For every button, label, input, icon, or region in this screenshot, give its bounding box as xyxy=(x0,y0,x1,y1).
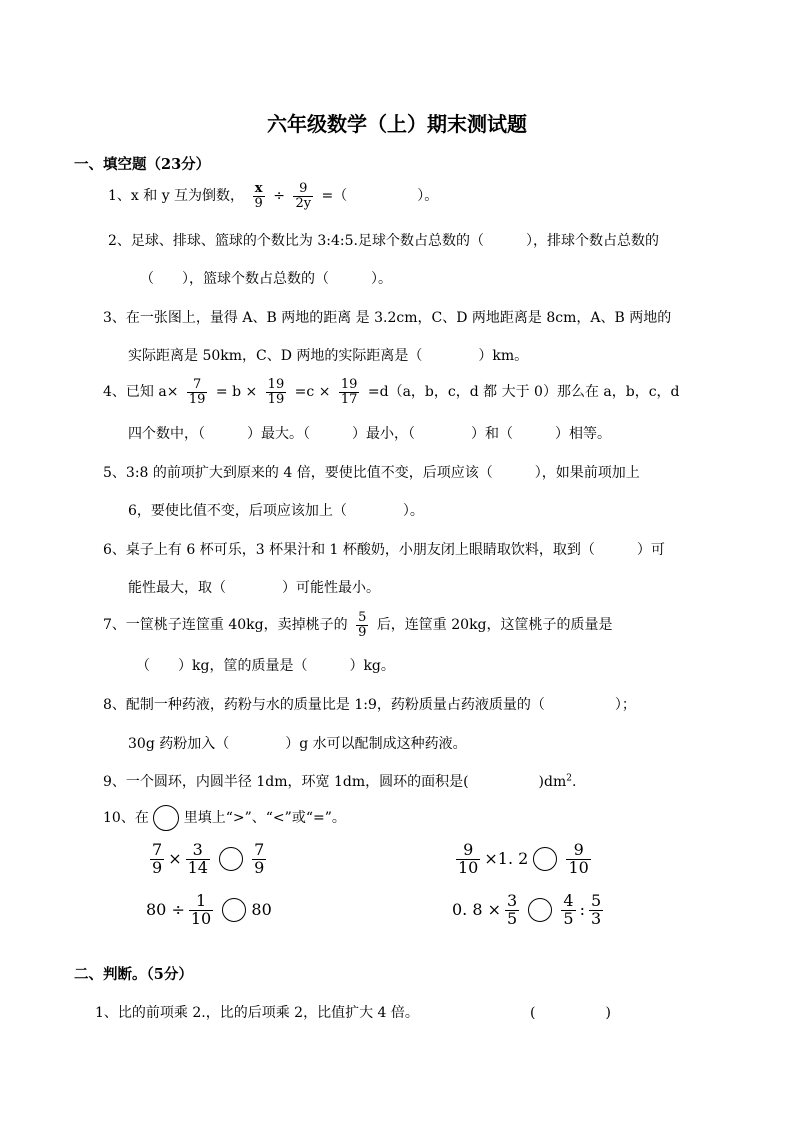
cmp-c-value: 80 xyxy=(251,899,272,919)
q1-divide-sign: ÷ xyxy=(273,188,285,204)
section-judgment-heading: 二、判断。（5分） xyxy=(74,966,193,983)
cmp-b-fraction-2: $\frac{9}{10}$ xyxy=(568,840,589,877)
cmp-d-text: 0. 8 × xyxy=(452,899,502,919)
q10-text-end: 里填上“>”、“<”或“=”。 xyxy=(183,810,346,826)
cmp-a-times: × xyxy=(168,848,182,868)
question-5-line-2: 6，要使比值不变，后项应该加上（ ）。 xyxy=(128,503,424,519)
section-fill-in-heading: 一、填空题（23分） xyxy=(74,156,211,173)
comparison-c xyxy=(146,893,272,928)
comparison-a xyxy=(146,842,270,877)
question-1 xyxy=(108,177,438,215)
q9-period: . xyxy=(572,774,577,790)
q4-text-start: 4、已知 a× xyxy=(103,384,179,400)
question-4-line-1 xyxy=(103,369,680,415)
question-9 xyxy=(103,771,576,791)
cmp-d-answer-circle[interactable] xyxy=(528,898,552,922)
question-8-line-1: 8、配制一种药液，药粉与水的质量比是 1:9，药粉质量占药液质量的（ ）； xyxy=(103,697,636,713)
cmp-a-fraction-3: $\frac{7}{9}$ xyxy=(254,840,265,877)
question-6-line-1: 6、桌子上有 6 杯可乐，3 杯果汁和 1 杯酸奶，小朋友闭上眼睛取饮料，取到（ ）可 xyxy=(103,542,665,558)
q10-text-start: 10、在 xyxy=(103,810,149,826)
q4-text-mid-1: = b × xyxy=(215,384,258,400)
q7-text-end: 后，连筐重 20kg，这筐桃子的质量是 xyxy=(376,617,613,633)
q4-text-mid-2: =c × xyxy=(294,384,331,400)
cmp-a-fraction-1: $\frac{7}{9}$ xyxy=(152,840,163,877)
comparison-d xyxy=(452,893,607,928)
q1-fraction-x-over-9: $\frac{x}{9}$ xyxy=(254,180,263,211)
question-3-line-2: 实际距离是 50km，C、D 两地的实际距离是（ ）km。 xyxy=(128,348,529,364)
question-5-line-1: 5、3:8 的前项扩大到原来的 4 倍，要使比值不变，后项应该（ ），如果前项加上 xyxy=(103,465,640,481)
question-4-line-2: 四个数中，（ ）最大。（ ）最小，（ ）和（ ）相等。 xyxy=(128,426,611,442)
cmp-d-colon: : xyxy=(579,899,585,919)
q1-text: 1、x 和 y 互为倒数， xyxy=(108,188,245,204)
cmp-b-fraction-1: $\frac{9}{10}$ xyxy=(458,840,479,877)
question-7-line-1 xyxy=(103,602,613,648)
cmp-b-answer-circle[interactable] xyxy=(533,847,557,871)
q4-text-end: =d（a，b，c，d 都 大于 0）那么在 a，b，c，d xyxy=(367,384,680,400)
cmp-d-ratio-left: $\frac{4}{5}$ xyxy=(563,891,574,928)
q7-fraction-5-9: $\frac{5}{9}$ xyxy=(358,609,367,640)
q7-text-start: 7、一筐桃子连筐重 40kg，卖掉桃子的 xyxy=(103,617,348,633)
q1-answer-blank: =（ ）。 xyxy=(321,188,439,204)
judgment-1: 1、比的前项乘 2.，比的后项乘 2，比值扩大 4 倍。 xyxy=(95,1005,419,1021)
comparison-circle-icon xyxy=(153,805,179,831)
cmp-d-fraction: $\frac{3}{5}$ xyxy=(507,891,518,928)
question-2-line-2: （ ），篮球个数占总数的（ ）。 xyxy=(140,271,392,287)
comparison-b xyxy=(452,842,595,877)
cmp-a-answer-circle[interactable] xyxy=(219,847,243,871)
cmp-c-fraction: $\frac{1}{10}$ xyxy=(190,891,212,928)
q4-fraction-19-19: $\frac{19}{19}$ xyxy=(267,376,285,407)
judgment-1-answer-blank[interactable]: ( ) xyxy=(530,1005,611,1021)
question-7-line-2: （ ）kg，筐的质量是（ ）kg。 xyxy=(136,658,395,674)
q9-text: 9、一个圆环，内圆半径 1dm，环宽 1dm，圆环的面积是( )dm xyxy=(103,774,567,790)
cmp-c-answer-circle[interactable] xyxy=(222,898,246,922)
question-3-line-1: 3、在一张图上，量得 A、B 两地的距离 是 3.2cm，C、D 两地距离是 8cm，A、B 两地的 xyxy=(103,310,672,326)
question-8-line-2: 30g 药粉加入（ ）g 水可以配制成这种药液。 xyxy=(128,736,467,752)
cmp-d-ratio-right: $\frac{5}{3}$ xyxy=(590,891,602,928)
page-title: 六年级数学（上）期末测试题 xyxy=(267,112,527,136)
question-2-line-1: 2、足球、排球、篮球的个数比为 3:4:5.足球个数占总数的（ ），排球个数占总数的 xyxy=(108,233,659,249)
q9-superscript: 2 xyxy=(566,773,572,784)
cmp-b-times: ×1. 2 xyxy=(484,848,529,868)
q1-fraction-9-over-2y: $\frac{9}{2y}$ xyxy=(295,180,312,211)
q4-fraction-19-17: $\frac{19}{17}$ xyxy=(340,376,358,407)
cmp-c-text: 80 ÷ xyxy=(146,899,185,919)
cmp-a-fraction-2: $\frac{3}{14}$ xyxy=(187,840,208,877)
question-6-line-2: 能性最大，取（ ）可能性最小。 xyxy=(128,580,380,596)
question-10 xyxy=(103,805,346,831)
q4-fraction-7-19: $\frac{7}{19}$ xyxy=(188,376,206,407)
